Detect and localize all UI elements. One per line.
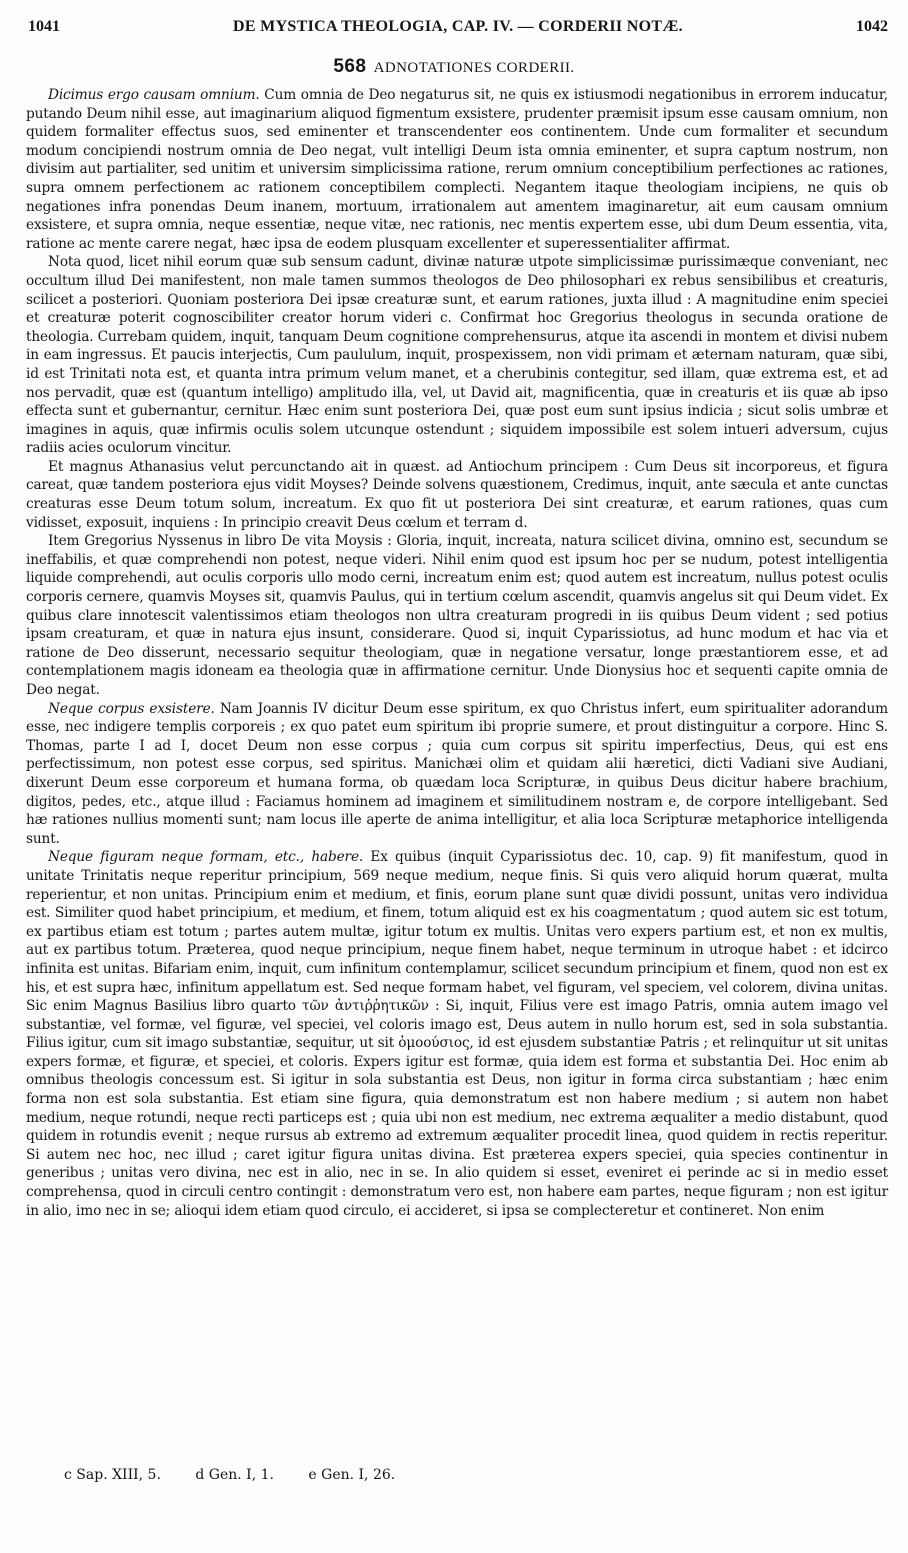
column-marker: 568 xyxy=(333,56,367,77)
paragraph-text: Item Gregorius Nyssenus in libro De vita Moysis : Gloria, inquit, increata, natura scilicet divina, omnino est, secundum se ineffabilis, et quæ comprehendi non potest, neque videri. Nihil enim quod est ipsum hoc per se nudum, potest intelligentia liquide comprehendi, aut oculis corporis ullo modo cerni, increatum enim est; quod autem est increatum, nullus potest oculis corporis cernere, quamvis Moyses sit, quamvis Paulus, qui in tertium cœlum ascendit, quamvis angelus sit qui Deum videt. Ex quibus clare innotescit valentissimos etiam theologos non ultra creaturam progredi in iis quibus Deum vident ; sed potius ipsam creaturam, et quæ in natura ejus insunt, considerare. Quod si, inquit Cyparissiotus, ad hunc modum et hac via et ratione de Deo disserunt, necessario sequitur theologiam, quæ in negatione versatur, longe præstantiorem esse, et ad contemplationem magis idoneam ea theologia quæ in affirmatione cernitur. Unde Dionysius hoc et sequenti capite omnia de Deo negat. xyxy=(26,533,888,698)
paragraph-lead: Neque figuram neque formam, etc., habere. xyxy=(48,849,364,866)
page-number-left: 1041 xyxy=(28,18,60,35)
paragraph-text: Et magnus Athanasius velut percunctando ait in quæst. ad Antiochum principem : Cum Deus sit incorporeus, et figura careat, quæ tandem posteriora ejus vidit Moyses? Deinde solvens quæstionem, Credimus, inquit, ante sæcula et ante cunctas creaturas esse Deum totum solum, increatum. Ex quo fit ut posteriora Dei sint creaturæ, et earum rationes, quas cum vidisset, exposuit, inquiens : In principio creavit Deus cœlum et terram d. xyxy=(26,458,888,531)
body-text xyxy=(26,86,888,1220)
section-heading xyxy=(0,56,908,78)
footnote: c Sap. XIII, 5. xyxy=(64,1467,161,1483)
paragraph-text: Cum omnia de Deo negaturus sit, ne quis ex istiusmodi negationibus in errorem inducatur, putando Deum nihil esse, aut imaginarium aliquod figmentum exsistere, prudenter præmisit ipsum esse causam omnium, non quidem formaliter effectus suos, sed eminenter et transcendenter eos continentem. Unde cum formaliter et secundum modum concipiendi nostrum omnia de Deo negat, vult intelligi Deum ista omnia eminenter, et supra captum nostrum, non divisim aut partialiter, sed unitim et universim simplicissima ratione, rerum omnium conceptibilium perfectiones ac rationes, supra omnem perfectionem ac rationem conceptibilem complecti. Negantem itaque theologiam incipiens, ne quis ob negationes infra ponendas Deum inanem, mortuum, irrationalem aut amentem imaginaretur, ait eum causam omnium exsistere, et supra omnia, neque essentiæ, neque vitæ, nec rationis, nec mentis expertem esse, ubi dum Deum essentia, vita, ratione ac mente carere negat, hæc ipsa de eodem plusquam excellenter et superessentialiter affirmat. xyxy=(26,87,888,252)
paragraph-text: Ex quibus (inquit Cyparissiotus dec. 10, cap. 9) fit manifestum, quod in unitate Trinitatis neque reperitur principium, 569 neque medium, neque finis. Si quis vero aliquid horum quærat, multa reperientur, et non unitas. Principium enim et medium, et finis, eorum plane sunt quæ dividi possunt, unitas vero individua est. Similiter quod habet principium, et medium, et finem, totum aliquid est ex his coagmentatum ; quod autem sic est totum, ex partibus etiam est totum ; partes autem multæ, igitur totum ex multis. Unitas vero expers partium est, et non ex multis, aut ex partibus totum. Præterea, quod neque principium, neque finem habet, neque terminum in utroque habet : et idcirco infinita est unitas. Bifariam enim, inquit, cum infinitum contemplamur, scilicet secundum principium et finem, quod non est ex his, et est supra hæc, infinitum appellatum est. Sed neque formam habet, vel figuram, vel speciem, vel colorem, divina unitas. Sic enim Magnus Basilius libro quarto τῶν ἀντιῤῥητικῶν : Si, inquit, Filius vere est imago Patris, omnia autem imago vel substantiæ, vel formæ, vel figuræ, vel speciei, vel coloris imago est, Deus autem in nullo horum est, sed in sola substantia. Filius igitur, cum sit imago substantiæ, sequitur, ut sit ὁμοούσιος, id est ejusdem substantiæ Patris ; et relinquitur ut sit unitas expers formæ, et figuræ, et speciei, et coloris. Expers igitur est formæ, quia idem est forma et substantia Dei. Hoc enim ab omnibus theologis concessum est. Si igitur in sola substantia est Deus, non igitur in forma circa substantiam ; hæc enim forma non est sola substantia. Est etiam sine figura, quia demonstratum est non habere medium ; si autem non habet medium, neque rotundi, neque recti particeps est ; quia ubi non est medium, nec extrema æqualiter a medio distabunt, quod quidem in rotundis evenit ; neque rursus ab extremo ad extremum æqualiter procedit linea, quod quidem in rectis reperitur. Si autem nec hoc, nec illud ; caret igitur figura unitas divina. Est præterea expers speciei, quia species continentur in generibus ; unitas vero divina, nec est in alio, nec in se. In alio quidem si esset, eveniret ei perinde ac si in medio esset comprehensa, quod in circuli centro contingit : demonstratum vero est, non habere eam partes, neque figuram ; non est igitur in alio, imo nec in se; alioqui idem etiam quod circulo, ei accideret, si ipsa se complecteretur et contineret. Non enim xyxy=(26,849,888,1219)
footnote: e Gen. I, 26. xyxy=(308,1467,396,1483)
footnote: d Gen. I, 1. xyxy=(195,1467,274,1483)
section-title: ADNOTATIONES CORDERII. xyxy=(373,60,575,76)
paragraph-text: Nota quod, licet nihil eorum quæ sub sensum cadunt, divinæ naturæ utpote simplicissimæ purissimæque conveniant, nec occultum illud Dei manifestent, non male tamen summos theologos de Deo philosophari ex rebus sensibilibus et creaturis, scilicet a posteriori. Quoniam posteriora Dei ipsæ creaturæ sunt, et earum rationes, juxta illud : A magnitudine enim speciei et creaturæ poterit cognoscibiliter creator horum videri c. Confirmat hoc Gregorius theologus in secunda oratione de theologia. Currebam quidem, inquit, tanquam Deum cognitione comprehensurus, atque ita ascendi in montem et divisi nubem in eam ingressus. Et paucis interjectis, Cum paululum, inquit, prospexissem, non vidi primam et æternam naturam, quæ sibi, id est Trinitati nota est, et quanta intra primum velum manet, et a cherubinis contegitur, sed illam, quæ extrema est, et ad nos pervadit, quæ est (quantum intelligo) amplitudo illa, vel, ut David ait, magnificentia, quæ in creaturis et iis quæ ab ipso effecta sunt et gubernantur, cernitur. Hæc enim sunt posteriora Dei, quæ post eum sunt ipsius indicia ; sicut solis umbræ et imagines in aquis, quæ infirmis oculis solem utcunque ostendunt ; siquidem impossibile est solem intueri adversum, cujus radiis acies oculorum vincitur. xyxy=(26,254,888,457)
running-title: DE MYSTICA THEOLOGIA, CAP. IV. — CORDERII NOTÆ. xyxy=(233,18,683,35)
page-number-right: 1042 xyxy=(856,18,888,35)
paragraph xyxy=(26,532,888,699)
paragraph xyxy=(26,253,888,458)
paragraph xyxy=(26,700,888,849)
paragraph-lead: Neque corpus exsistere. xyxy=(48,700,215,717)
paragraph xyxy=(26,458,888,532)
footnotes xyxy=(64,1467,425,1483)
paragraph xyxy=(26,848,888,1220)
running-header xyxy=(28,18,888,42)
paragraph xyxy=(26,86,888,253)
paragraph-lead: Dicimus ergo causam omnium. xyxy=(48,87,260,103)
paragraph-text: Nam Joannis IV dicitur Deum esse spiritum, ex quo Christus infert, eum spiritualiter adorandum esse, nec indigere templis corporeis ; ex quo patet eum spiritum ibi proprie sumere, et prout distinguitur a corpore. Hinc S. Thomas, parte I ad I, docet Deum non esse corpus ; quia cum corpus sit spiritu imperfectius, Deus, qui est ens perfectissimum, non potest esse corpus, sed spiritus. Manichæi olim et quidam alii hæretici, dicti Vadiani sive Audiani, dixerunt Deum esse corporeum et humana forma, ob quædam loca Scripturæ, in quibus Deus dicitur habere brachium, digitos, pedes, etc., atque illud : Faciamus hominem ad imaginem et similitudinem nostram e, de corpore intelligebant. Sed hæ rationes nullius momenti sunt; nam locus ille aperte de anima intelligitur, et alia loca Scripturæ metaphorice intelligenda sunt. xyxy=(26,700,888,847)
